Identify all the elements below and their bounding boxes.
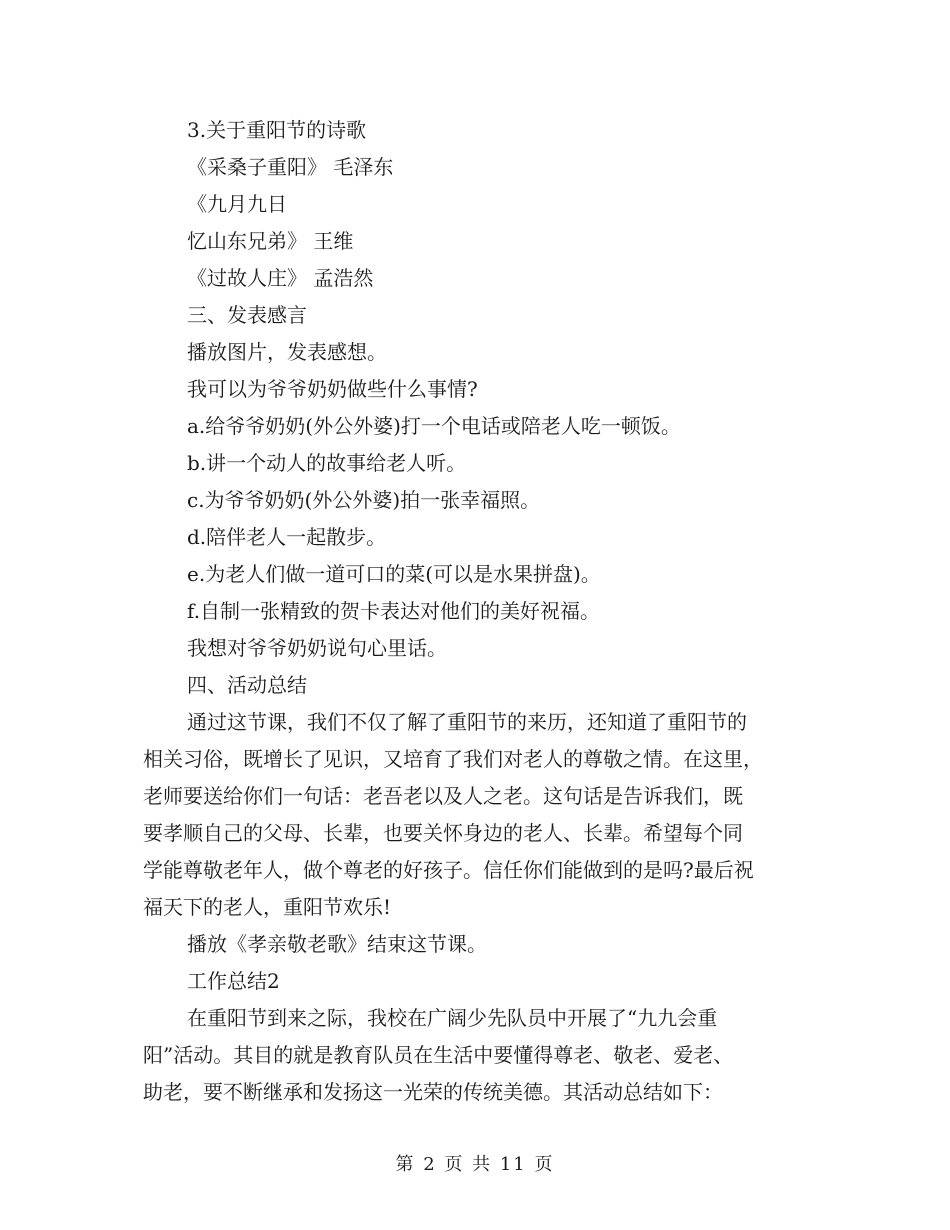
section2-title: 工作总结2 [187, 969, 280, 993]
poem-item: 《九月九日 [187, 192, 287, 216]
paragraph-line: 福天下的老人，重阳节欢乐! [143, 895, 392, 919]
top-lines [187, 112, 827, 704]
paragraph-line: 助老，要不断继承和发扬这一光荣的传统美德。其活动总结如下： [143, 1080, 723, 1104]
paragraph-line: 通过这节课，我们不仅了解了重阳节的来历，还知道了重阳节的 [187, 710, 747, 734]
poem-item: 《过故人庄》 孟浩然 [187, 266, 374, 290]
list-item: d.陪伴老人一起散步。 [187, 525, 387, 549]
paragraph-line: 要孝顺自己的父母、长辈，也要关怀身边的老人、长辈。希望每个同 [143, 821, 743, 845]
paragraph-line: 相关习俗，既增长了见识，又培育了我们对老人的尊敬之情。在这里， [143, 747, 763, 771]
closing-line: 播放《孝亲敬老歌》结束这节课。 [187, 932, 487, 956]
list-item: a.给爷爷奶奶(外公外婆)打一个电话或陪老人吃一顿饭。 [187, 414, 681, 438]
list-item: c.为爷爷奶奶(外公外婆)拍一张幸福照。 [187, 488, 541, 512]
paragraph-line: 学能尊敬老年人，做个尊老的好孩子。信任你们能做到的是吗?最后祝 [143, 858, 754, 882]
text-line: 我可以为爷爷奶奶做些什么事情? [187, 377, 478, 401]
list-item: b.讲一个动人的故事给老人听。 [187, 451, 467, 475]
text-line: 我想对爷爷奶奶说句心里话。 [187, 636, 447, 660]
poem-heading: 3.关于重阳节的诗歌 [187, 118, 367, 142]
paragraph-line: 阳”活动。其目的就是教育队员在生活中要懂得尊老、敬老、爱老、 [143, 1043, 734, 1067]
summary-paragraph [143, 704, 818, 1111]
section-heading: 三、发表感言 [187, 303, 307, 327]
paragraph-line: 老师要送给你们一句话：老吾老以及人之老。这句话是告诉我们，既 [143, 784, 743, 808]
section-heading: 四、活动总结 [187, 673, 307, 697]
text-line: 播放图片，发表感想。 [187, 340, 387, 364]
page-footer: 第 2 页 共 11 页 [395, 1154, 555, 1175]
paragraph-line: 在重阳节到来之际，我校在广阔少先队员中开展了“九九会重 [187, 1006, 718, 1030]
list-item: e.为老人们做一道可口的菜(可以是水果拼盘)。 [187, 562, 601, 586]
poem-item: 《采桑子重阳》 毛泽东 [187, 155, 394, 179]
poem-item: 忆山东兄弟》 王维 [187, 229, 354, 253]
list-item: f.自制一张精致的贺卡表达对他们的美好祝福。 [187, 599, 601, 623]
